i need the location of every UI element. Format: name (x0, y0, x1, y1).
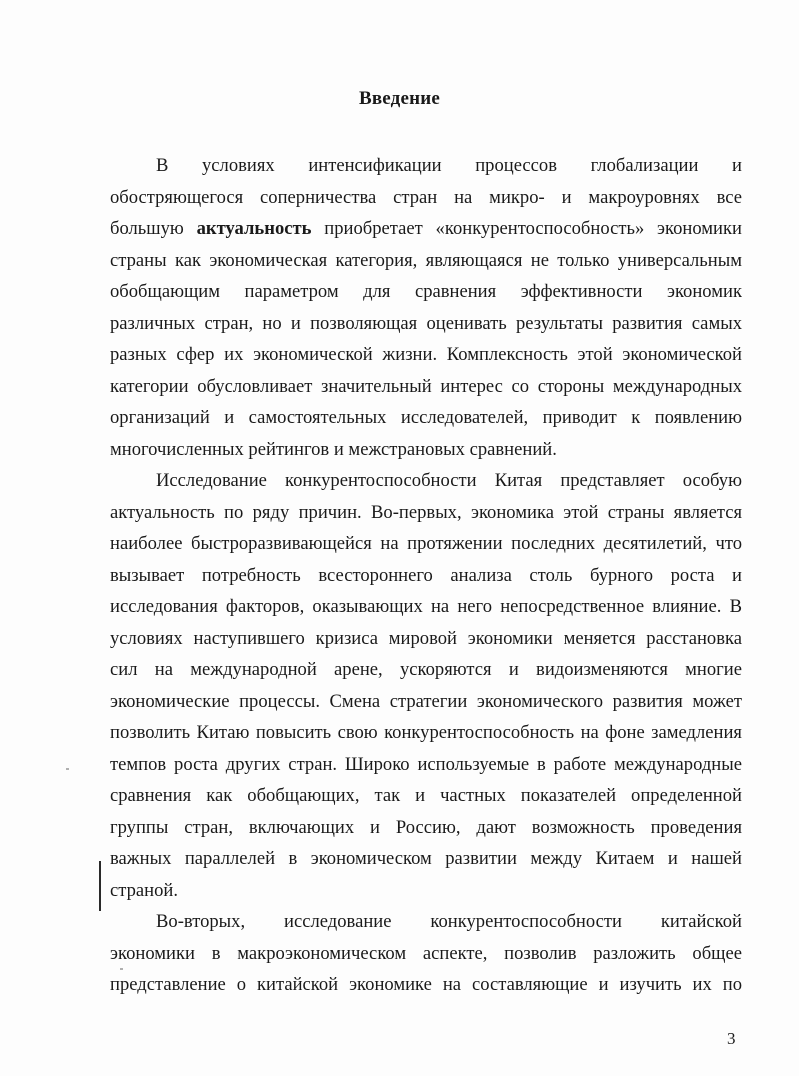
text-fragment: приобретает «конкурентоспособность» экономики (311, 218, 742, 239)
page-number: 3 (727, 1029, 736, 1048)
text-line: экономики в макроэкономическом аспекте, позволив разложить общее (110, 942, 742, 964)
text-line: сравнения как обобщающих, так и частных показателей определенной (110, 785, 742, 806)
page-title: Введение (358, 88, 441, 109)
text-line: группы стран, включающих и Россию, дают возможность проведения (110, 816, 742, 838)
text-line: категории обусловливает значительный интерес со стороны международных (110, 375, 742, 397)
text-line (110, 213, 742, 245)
text-line: страной. (110, 879, 179, 901)
text-line: различных стран, но и позволяющая оценивать результаты развития самых (110, 312, 742, 334)
margin-bar-mark (99, 861, 101, 911)
text-line: В условиях интенсификации процессов глобализации и (156, 155, 742, 176)
text-line: страны как экономическая категория, являющаяся не только универсальным (110, 249, 742, 271)
text-line: условиях наступившего кризиса мировой экономики меняется расстановка (110, 627, 742, 649)
text-line: позволить Китаю повысить свою конкурентоспособность на фоне замедления (110, 722, 742, 743)
scan-speck (66, 768, 69, 770)
text-line: организаций и самостоятельных исследователей, приводит к появлению (110, 407, 742, 428)
scan-speck (120, 968, 123, 970)
body-text (110, 150, 742, 1001)
text-line: многочисленных рейтингов и межстрановых сравнений. (110, 438, 557, 460)
text-line: Исследование конкурентоспособности Китая представляет особую (156, 470, 742, 491)
text-line: разных сфер их экономической жизни. Комплексность этой экономической (110, 344, 742, 365)
text-line: вызывает потребность всестороннего анализа столь бурного роста и (110, 564, 742, 586)
text-line: обобщающим параметром для сравнения эффективности экономик (110, 281, 742, 302)
text-line: важных параллелей в экономическом развитии между Китаем и нашей (110, 848, 742, 869)
text-line: экономические процессы. Смена стратегии экономического развития может (110, 690, 742, 712)
text-line: актуальность по ряду причин. Во-первых, экономика этой страны является (110, 501, 742, 523)
text-line: обостряющегося соперничества стран на микро- и макроуровнях все (110, 186, 742, 208)
text-line: исследования факторов, оказывающих на него непосредственное влияние. В (110, 596, 742, 617)
text-line: темпов роста других стран. Широко используемые в работе международные (110, 753, 742, 775)
bold-term: актуальность (196, 218, 312, 239)
text-line: Во-вторых, исследование конкурентоспособности китайской (156, 911, 742, 932)
text-line: сил на международной арене, ускоряются и видоизменяются многие (110, 659, 742, 680)
text-line: представление о китайской экономике на составляющие и изучить их по (110, 974, 742, 995)
text-fragment: большую (110, 218, 197, 239)
text-line: наиболее быстроразвивающейся на протяжении последних десятилетий, что (110, 533, 742, 554)
